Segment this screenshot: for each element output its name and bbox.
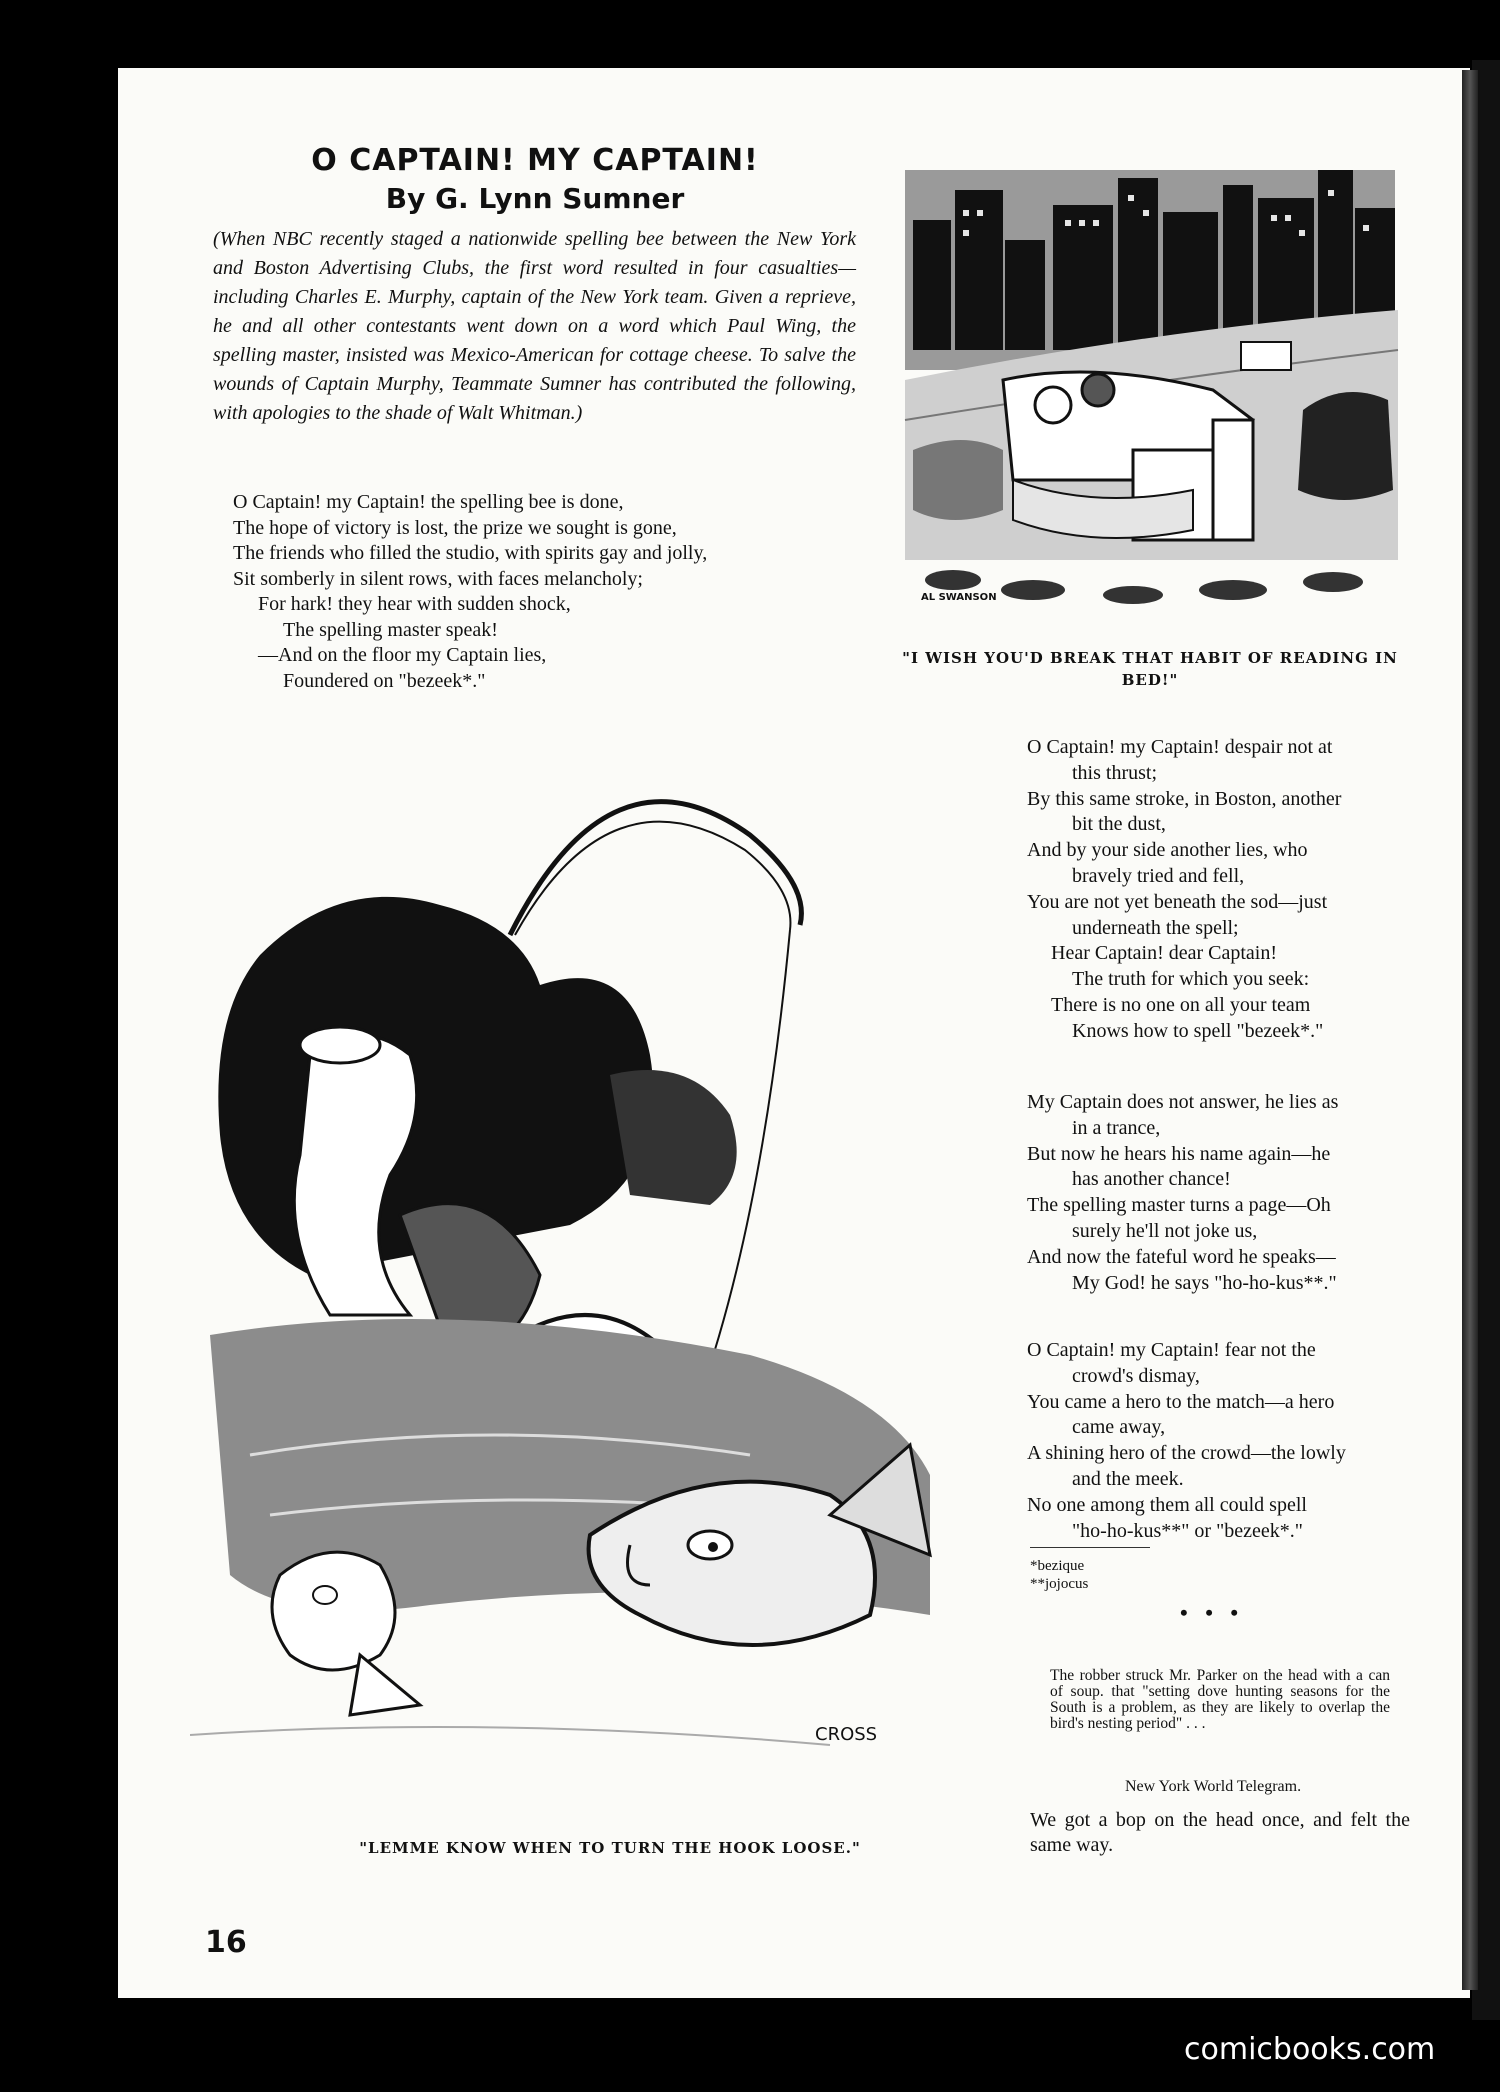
verse-line: "ho-ho-kus**" or "bezeek*." <box>1072 1519 1303 1542</box>
verse-line: By this same stroke, in Boston, another <box>1027 787 1342 810</box>
verse-line: The friends who filled the studio, with spirits gay and jolly, <box>233 542 708 564</box>
footnote-jojocus: **jojocus <box>1030 1576 1089 1592</box>
footnotes <box>1030 1557 1088 1593</box>
verse-line: has another chance! <box>1072 1168 1231 1191</box>
verse-line: And now the fateful word he speaks— <box>1027 1245 1336 1268</box>
verse-line: Sit somberly in silent rows, with faces melancholy; <box>233 567 643 590</box>
verse-line: surely he'll not joke us, <box>1072 1219 1258 1242</box>
verse-stanza-3 <box>1027 1090 1405 1296</box>
verse-line: in a trance, <box>1072 1116 1161 1139</box>
verse-line: A shining hero of the crowd—the lowly <box>1027 1442 1346 1465</box>
verse-line: My God! he says "ho-ho-kus**." <box>1072 1271 1337 1294</box>
cartoon1-signature: AL SWANSON <box>921 592 997 603</box>
verse-line: came away, <box>1072 1416 1166 1439</box>
clipping-source: New York World Telegram. <box>1125 1778 1302 1795</box>
verse-line: —And on the floor my Captain lies, <box>258 644 547 666</box>
verse-line: O Captain! my Captain! fear not the <box>1027 1339 1316 1361</box>
article-title: O CAPTAIN! MY CAPTAIN! <box>311 143 759 178</box>
article-intro: (When NBC recently staged a nationwide spelling bee between the New York and Boston Advertising Clubs, the first word resulted in four casualties—including Charles E. Murphy, captain of the New York team. Given a reprieve, he and all other contestants went down on a word which Paul Wing, the spelling master, insisted was Mexico-American for cottage cheese. To salve the wounds of Captain Murphy, Teammate Sumner has contributed the following, with apologies to the shade of Walt Whitman.) <box>213 228 856 424</box>
verse-line: And by your side another lies, who <box>1027 839 1308 862</box>
cartoon2-caption: "LEMME KNOW WHEN TO TURN THE HOOK LOOSE." <box>359 1839 861 1857</box>
verse-line: The spelling master speak! <box>283 618 498 641</box>
verse-line: Hear Captain! dear Captain! <box>1051 942 1278 965</box>
verse-line: and the meek. <box>1072 1467 1184 1490</box>
verse-line: The spelling master turns a page—Oh <box>1027 1194 1331 1217</box>
verse-line: The truth for which you seek: <box>1072 968 1310 991</box>
verse-line: The hope of victory is lost, the prize we sought is gone, <box>233 516 677 539</box>
verse-line: But now he hears his name again—he <box>1027 1142 1331 1165</box>
verse-line: You came a hero to the match—a hero <box>1027 1390 1335 1413</box>
verse-line: O Captain! my Captain! despair not at <box>1027 736 1333 758</box>
verse-line: Knows how to spell "bezeek*." <box>1072 1019 1324 1042</box>
verse-stanza-1 <box>233 490 707 694</box>
cartoon2-signature: CROSS <box>815 1724 878 1745</box>
clipping-remark: We got a bop on the head once, and felt the same way. <box>1030 1809 1410 1856</box>
page-number: 16 <box>205 1925 247 1960</box>
verse-line: No one among them all could spell <box>1027 1493 1307 1516</box>
verse-line: For hark! they hear with sudden shock, <box>258 593 571 615</box>
section-separator: • • • <box>1180 1600 1245 1625</box>
page-spine <box>1462 70 1478 1990</box>
footnote-bezique: *bezique <box>1030 1558 1085 1574</box>
news-clipping: The robber struck Mr. Parker on the head with a can of soup. that "setting dove hunting seasons for the South is a problem, as they are likely to overlap the bird's nesting period" . . . <box>1050 1667 1390 1732</box>
verse-line: You are not yet beneath the sod—just <box>1027 890 1328 913</box>
cartoon-park-bench <box>893 150 1413 635</box>
verse-line: underneath the spell; <box>1072 916 1239 939</box>
verse-line: There is no one on all your team <box>1051 993 1311 1016</box>
verse-line: Foundered on "bezeek*." <box>283 669 486 692</box>
footnote-rule <box>1030 1547 1150 1548</box>
verse-line: this thrust; <box>1072 761 1158 784</box>
cartoon-fisherman <box>190 755 990 1815</box>
verse-line: bravely tried and fell, <box>1072 864 1245 887</box>
verse-line: crowd's dismay, <box>1072 1364 1200 1387</box>
cartoon1-caption: "I WISH YOU'D BREAK THAT HABIT OF READING IN BED!" <box>902 649 1398 689</box>
verse-stanza-2 <box>1027 735 1405 1045</box>
site-watermark: comicbooks.com <box>1184 2032 1436 2067</box>
verse-line: My Captain does not answer, he lies as <box>1027 1091 1339 1113</box>
article-byline: By G. Lynn Sumner <box>385 182 685 215</box>
verse-stanza-4 <box>1027 1338 1405 1544</box>
verse-line: O Captain! my Captain! the spelling bee is done, <box>233 491 624 513</box>
verse-line: bit the dust, <box>1072 813 1166 836</box>
